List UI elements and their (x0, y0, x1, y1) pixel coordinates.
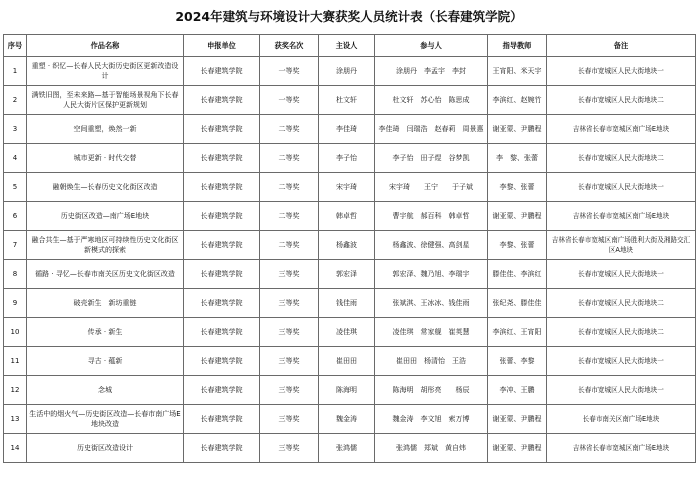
lead-designer: 韩卓哲 (319, 202, 375, 231)
work-name: 寻古 · 蕴新 (27, 347, 184, 376)
lead-designer: 杨鑫波 (319, 231, 375, 260)
unit: 长春建筑学院 (184, 202, 260, 231)
award: 三等奖 (260, 289, 319, 318)
work-name: 历史街区改造—南广场E地块 (27, 202, 184, 231)
page-title: 2024年建筑与环境设计大赛获奖人员统计表（长春建筑学院） (175, 9, 523, 24)
advisor: 王宵阳、米天宇 (488, 57, 547, 86)
advisor: 谢亚蒙、尹鹏程 (488, 434, 547, 463)
participants: 魏金涛 李文旭 索万博 (375, 405, 488, 434)
award: 二等奖 (260, 202, 319, 231)
row-index: 8 (4, 260, 27, 289)
row-index: 11 (4, 347, 27, 376)
work-name: 循路 · 寻忆—长春市南关区历史文化街区改造 (27, 260, 184, 289)
participants: 宋宇琦 王宁 于子斌 (375, 173, 488, 202)
award: 二等奖 (260, 231, 319, 260)
work-name: 城市更新 · 时代交替 (27, 144, 184, 173)
table-row (4, 202, 696, 231)
row-index: 7 (4, 231, 27, 260)
work-name: 生活中的烟火气—历史街区改造—长春市南广场E地块改造 (27, 405, 184, 434)
lead-designer: 张鸿儒 (319, 434, 375, 463)
award: 三等奖 (260, 405, 319, 434)
advisor: 李冲、王鹏 (488, 376, 547, 405)
lead-designer: 郭宏泽 (319, 260, 375, 289)
unit: 长春建筑学院 (184, 434, 260, 463)
table-row (4, 57, 696, 86)
lead-designer: 涂朋丹 (319, 57, 375, 86)
unit: 长春建筑学院 (184, 57, 260, 86)
table-row (4, 434, 696, 463)
work-name: 融合共生—基于严寒地区可持续性历史文化街区新模式的探索 (27, 231, 184, 260)
advisor: 滕佳佳、李滨红 (488, 260, 547, 289)
unit: 长春建筑学院 (184, 260, 260, 289)
unit: 长春建筑学院 (184, 405, 260, 434)
participants: 杨鑫波、徐健强、高剑星 (375, 231, 488, 260)
table-header-row (4, 35, 696, 57)
unit: 长春建筑学院 (184, 86, 260, 115)
row-index: 9 (4, 289, 27, 318)
work-name: 融朝焕生—长春历史文化街区改造 (27, 173, 184, 202)
row-index: 4 (4, 144, 27, 173)
note: 吉林省长春市宽城区南广场胜利大街及湘路交汇区A地块 (547, 231, 696, 260)
participants: 李子怡 田子煜 谷梦凯 (375, 144, 488, 173)
participants: 凌佳琪 常家舰 崔英慧 (375, 318, 488, 347)
unit: 长春建筑学院 (184, 115, 260, 144)
table-row (4, 144, 696, 173)
header-work-name: 作品名称 (27, 35, 184, 57)
header-participants: 参与人 (375, 35, 488, 57)
work-name: 传承 · 新生 (27, 318, 184, 347)
participants: 崔田田 杨清怡 王浩 (375, 347, 488, 376)
table-row (4, 231, 696, 260)
row-index: 14 (4, 434, 27, 463)
note: 长春市宽城区人民大街地块二 (547, 318, 696, 347)
lead-designer: 凌佳琪 (319, 318, 375, 347)
unit: 长春建筑学院 (184, 173, 260, 202)
participants: 涂朋丹 李孟宇 李封 (375, 57, 488, 86)
row-index: 1 (4, 57, 27, 86)
award: 一等奖 (260, 86, 319, 115)
participants: 张斌淇、王冰冰、钱佳雨 (375, 289, 488, 318)
note: 长春市宽城区人民大街地块二 (547, 144, 696, 173)
award: 三等奖 (260, 347, 319, 376)
lead-designer: 崔田田 (319, 347, 375, 376)
note: 长春市宽城区人民大街地块一 (547, 347, 696, 376)
note: 长春市南关区南广场E地块 (547, 405, 696, 434)
note: 长春市宽城区人民大街地块一 (547, 173, 696, 202)
note: 长春市宽城区人民大街地块二 (547, 86, 696, 115)
advisor: 李滨红、赵婉竹 (488, 86, 547, 115)
lead-designer: 钱佳雨 (319, 289, 375, 318)
note: 长春市宽城区人民大街地块一 (547, 260, 696, 289)
table-row (4, 289, 696, 318)
award: 二等奖 (260, 115, 319, 144)
table-body (4, 57, 696, 463)
note: 长春市宽城区人民大街地块二 (547, 289, 696, 318)
advisor: 李黎、张蕾 (488, 173, 547, 202)
table-row (4, 173, 696, 202)
unit: 长春建筑学院 (184, 376, 260, 405)
table-row (4, 86, 696, 115)
advisor: 李 黎、张蕾 (488, 144, 547, 173)
row-index: 12 (4, 376, 27, 405)
lead-designer: 陈海明 (319, 376, 375, 405)
row-index: 2 (4, 86, 27, 115)
unit: 长春建筑学院 (184, 289, 260, 318)
work-name: 空间重塑，焕然一新 (27, 115, 184, 144)
lead-designer: 李子怡 (319, 144, 375, 173)
participants: 杜文轩 苏心怡 陈思成 (375, 86, 488, 115)
advisor: 谢亚蒙、尹鹏程 (488, 405, 547, 434)
award: 三等奖 (260, 318, 319, 347)
unit: 长春建筑学院 (184, 144, 260, 173)
participants: 曹宇航 郝百科 韩卓哲 (375, 202, 488, 231)
work-name: 满铁旧图，至未来路—基于智能场景视角下长春人民大街片区保护更新规划 (27, 86, 184, 115)
note: 吉林省长春市宽城区南广场E地块 (547, 434, 696, 463)
table-row (4, 347, 696, 376)
award: 三等奖 (260, 434, 319, 463)
award: 三等奖 (260, 376, 319, 405)
table-row (4, 318, 696, 347)
unit: 长春建筑学院 (184, 231, 260, 260)
advisor: 李滨红、王宵阳 (488, 318, 547, 347)
lead-designer: 杜文轩 (319, 86, 375, 115)
lead-designer: 李佳琦 (319, 115, 375, 144)
row-index: 5 (4, 173, 27, 202)
advisor: 李黎、张蕾 (488, 231, 547, 260)
row-index: 13 (4, 405, 27, 434)
header-award: 获奖名次 (260, 35, 319, 57)
header-note: 备注 (547, 35, 696, 57)
note: 长春市宽城区人民大街地块一 (547, 376, 696, 405)
award: 二等奖 (260, 173, 319, 202)
unit: 长春建筑学院 (184, 318, 260, 347)
row-index: 3 (4, 115, 27, 144)
row-index: 6 (4, 202, 27, 231)
participants: 李佳琦 闫瑞浩 赵春莉 周景惠 (375, 115, 488, 144)
header-lead-designer: 主设人 (319, 35, 375, 57)
participants: 陈海明 胡彤亮 杨辰 (375, 376, 488, 405)
participants: 郭宏泽、魏乃旭、李瑞宇 (375, 260, 488, 289)
lead-designer: 魏金涛 (319, 405, 375, 434)
work-name: 破壳新生 新坊重链 (27, 289, 184, 318)
row-index: 10 (4, 318, 27, 347)
table-row (4, 115, 696, 144)
award-table (3, 34, 696, 463)
table-row (4, 260, 696, 289)
unit: 长春建筑学院 (184, 347, 260, 376)
advisor: 谢亚蒙、尹鹏程 (488, 202, 547, 231)
participants: 张鸿儒 郑斌 黄自炜 (375, 434, 488, 463)
note: 吉林省长春市宽城区南广场E地块 (547, 115, 696, 144)
note: 长春市宽城区人民大街地块一 (547, 57, 696, 86)
note: 吉林省长春市宽城区南广场E地块 (547, 202, 696, 231)
award: 二等奖 (260, 144, 319, 173)
advisor: 谢亚蒙、尹鹏程 (488, 115, 547, 144)
work-name: 念城 (27, 376, 184, 405)
header-advisor: 指导教师 (488, 35, 547, 57)
award: 一等奖 (260, 57, 319, 86)
header-index: 序号 (4, 35, 27, 57)
award: 三等奖 (260, 260, 319, 289)
advisor: 张纪尧、滕佳佳 (488, 289, 547, 318)
lead-designer: 宋宇琦 (319, 173, 375, 202)
header-unit: 申报单位 (184, 35, 260, 57)
work-name: 重塑 · 织忆—长春人民大街历史街区更新改造设计 (27, 57, 184, 86)
work-name: 历史街区改造设计 (27, 434, 184, 463)
advisor: 张蕾、李黎 (488, 347, 547, 376)
table-row (4, 376, 696, 405)
table-row (4, 405, 696, 434)
